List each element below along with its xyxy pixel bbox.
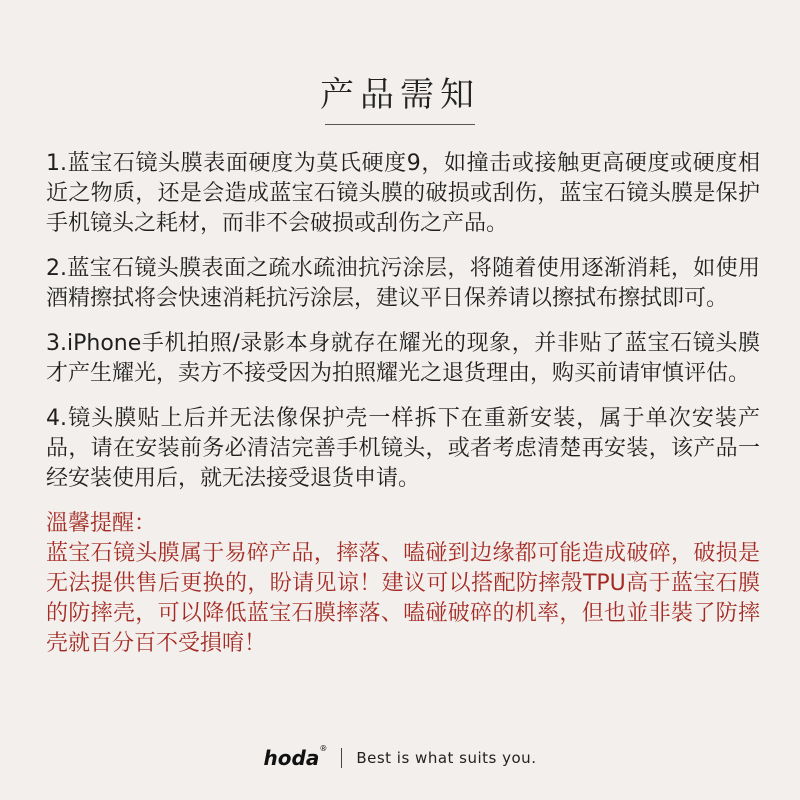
- reminder-title: 溫馨提醒：: [46, 511, 157, 536]
- hoda-logo: [264, 746, 328, 770]
- title-underline: [325, 124, 475, 125]
- notice-item-3: 3.iPhone手机拍照/录影本身就存在耀光的现象，并非贴了蓝宝石镜头膜才产生耀光，卖方不接受因为拍照耀光之退货理由，购买前请审慎评估。: [46, 331, 760, 386]
- logo-text: hoda: [263, 746, 320, 770]
- notice-item-1: 1.蓝宝石镜头膜表面硬度为莫氏硬度9，如撞击或接触更高硬度或硬度相近之物质，还是会造成蓝宝石镜头膜的破损或刮伤，蓝宝石镜头膜是保护手机镜头之耗材，而非不会破损或刮伤之产品。: [46, 151, 760, 236]
- brand-footer: [0, 743, 800, 773]
- notice-content: [46, 149, 760, 659]
- reminder-text: 蓝宝石镜头膜属于易碎产品，摔落、嗑碰到边缘都可能造成破碎，破损是无法提供售后更换的，盼请见谅！建议可以搭配防摔殼TPU高于蓝宝石膜的防摔壳，可以降低蓝宝石膜摔落、嗑碰破碎的机率，但也並非裝了防摔壳就百分百不受損唷！: [46, 541, 760, 656]
- notice-item-2: 2.蓝宝石镜头膜表面之疏水疏油抗污涂层，将随着使用逐渐消耗，如使用酒精擦拭将会快速消耗抗污涂层，建议平日保养请以擦拭布擦拭即可。: [46, 256, 760, 311]
- page-title: 产品需知: [320, 75, 480, 115]
- notice-item-4: 4.镜头膜贴上后并无法像保护壳一样拆下在重新安装，属于单次安装产品，请在安装前务必清洁完善手机镜头，或者考虑清楚再安装，该产品一经安装使用后，就无法接受退货申请。: [46, 406, 760, 491]
- warm-reminder: [46, 509, 760, 659]
- registered-mark: ®: [319, 744, 328, 753]
- footer-divider: [341, 748, 342, 768]
- brand-tagline: Best is what suits you.: [356, 749, 537, 767]
